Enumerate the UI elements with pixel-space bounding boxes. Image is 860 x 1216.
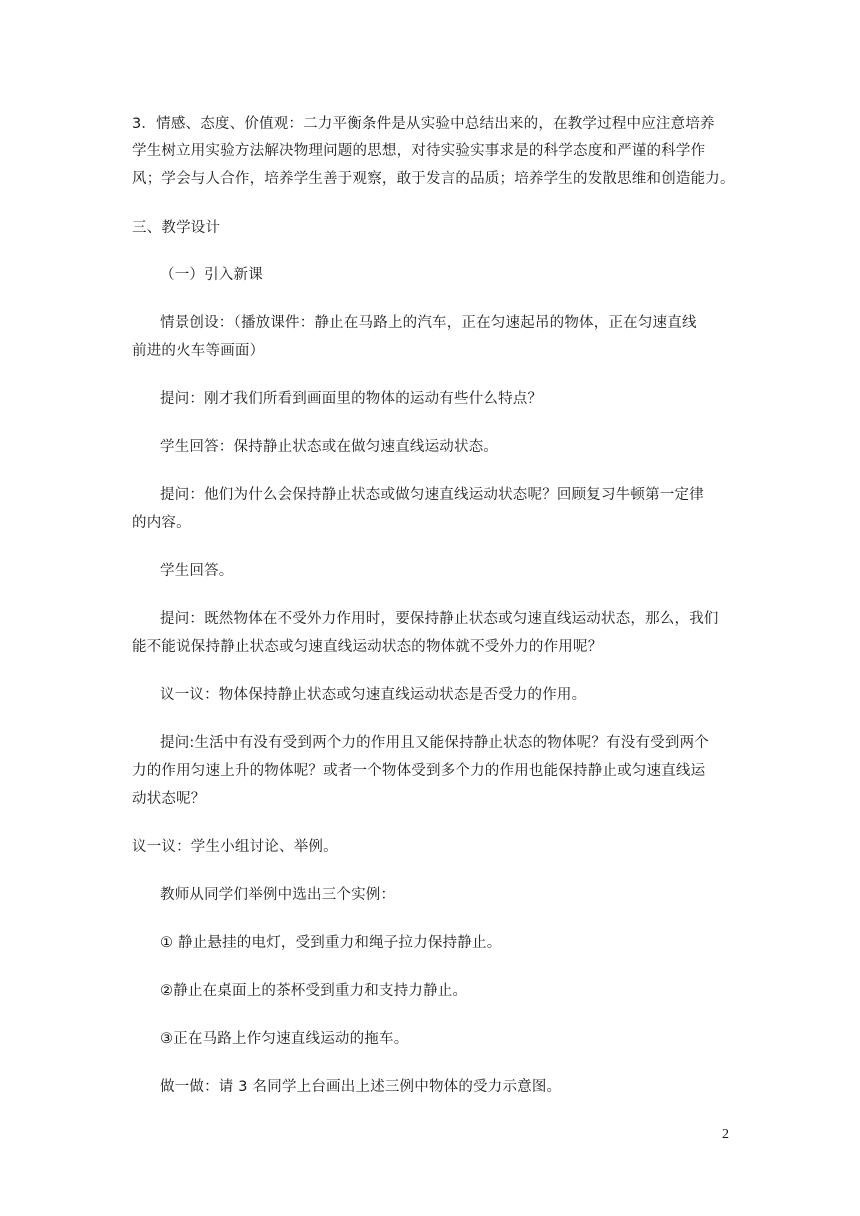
subsection-heading: （一）引入新课	[160, 267, 263, 283]
text-line: 3．情感、态度、价值观：二力平衡条件是从实验中总结出来的，在教学过程中应注意培养	[132, 116, 715, 132]
text-line: 的内容。	[132, 515, 191, 531]
text-line: 教师从同学们举例中选出三个实例：	[160, 887, 396, 903]
text-line: 情景创设：（播放课件：静止在马路上的汽车，正在匀速起吊的物体，正在匀速直线	[160, 315, 697, 331]
text-line: 前进的火车等画面）	[132, 343, 265, 359]
text-line: 动状态呢？	[132, 791, 206, 807]
list-item: ③正在马路上作匀速直线运动的拖车。	[160, 1031, 409, 1047]
list-item: ① 静止悬挂的电灯，受到重力和绳子拉力保持静止。	[160, 935, 502, 951]
text-line: 提问：他们为什么会保持静止状态或做匀速直线运动状态呢？回顾复习牛顿第一定律	[160, 487, 704, 503]
text-line: 风；学会与人合作，培养学生善于观察，敢于发言的品质；培养学生的发散思维和创造能力。	[132, 171, 735, 187]
text-line: 提问：既然物体在不受外力作用时，要保持静止状态或匀速直线运动状态，那么，我们	[160, 611, 719, 627]
text-line: 力的作用匀速上升的物体呢？或者一个物体受到多个力的作用也能保持静止或匀速直线运	[132, 763, 706, 779]
text-line: 提问:生活中有没有受到两个力的作用且又能保持静止状态的物体呢？有没有受到两个	[160, 735, 709, 751]
list-item: ②静止在桌面上的茶杯受到重力和支持力静止。	[160, 983, 468, 999]
text-line: 能不能说保持静止状态或匀速直线运动状态的物体就不受外力的作用呢？	[132, 639, 603, 655]
text-line: 提问：刚才我们所看到画面里的物体的运动有些什么特点？	[160, 391, 543, 407]
text-line: 议一议：物体保持静止状态或匀速直线运动状态是否受力的作用。	[160, 687, 587, 703]
text-line: 学生树立用实验方法解决物理问题的思想，对待实验实事求是的科学态度和严谨的科学作	[132, 143, 706, 159]
text-line: 学生回答。	[160, 563, 234, 579]
section-heading: 三、教学设计	[132, 220, 221, 236]
text-line: 学生回答：保持静止状态或在做匀速直线运动状态。	[160, 439, 499, 455]
text-line: 议一议：学生小组讨论、举例。	[132, 839, 338, 855]
page-number: 2	[722, 1127, 729, 1142]
text-line: 做一做：请 3 名同学上台画出上述三例中物体的受力示意图。	[160, 1079, 562, 1095]
